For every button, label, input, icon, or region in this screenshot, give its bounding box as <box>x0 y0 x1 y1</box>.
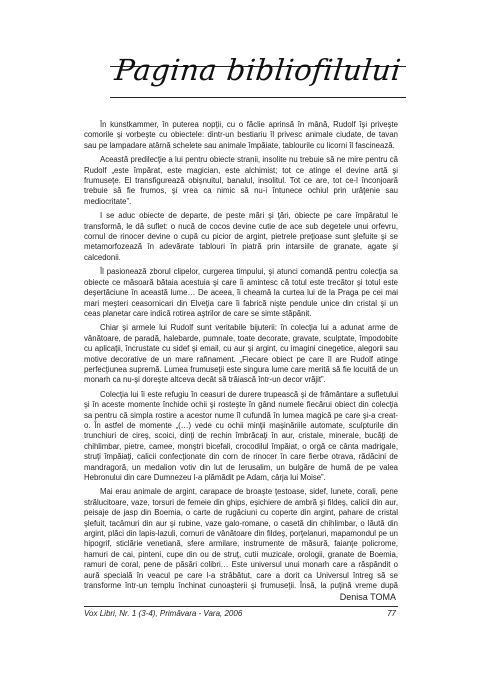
paragraph: Îl pasionează zborul clipelor, curgerea timpului, şi atunci comandă pentru colecţia sa obiecte ce măsoară bătaia acestuia şi care îi amintesc că totul este trecător şi totul este deşertăciune în această lume… De aceea, îi cheamă la curtea lui de la Praga pe cei mai mari meşteri ceasornicari din Elveţia care îi fabrică nişte pendule unice din cristal şi un ceas planetar care indică rotirea aştrilor de care se simte stăpânit. <box>84 267 398 318</box>
journal-citation: Vox Libri, Nr. 1 (3-4), Primăvara - Vara, 2006 <box>84 609 243 618</box>
page-number: 77 <box>387 609 396 618</box>
article-body <box>84 120 398 590</box>
footer-divider <box>84 606 398 607</box>
author-signature: Denisa TOMA <box>339 592 396 602</box>
paragraph: În kunstkammer, în puterea nopţii, cu o făclie aprinsă în mână, Rudolf îşi priveşte comorile şi vorbeşte cu obiectele: dintr-un bestiariu îl privesc animale ciudate, de tavan sau pe lampadare atârnă schelete sau animale împăiate, tablourile cu licorni îl fascinează. <box>84 120 398 150</box>
section-title: Pagina bibliofilului <box>113 53 403 87</box>
paragraph: Mai erau animale de argint, carapace de broaşte ţestoase, sidef, lunete, corali, pene strălucitoare, vaze, torsuri de femeie din ghips, eşichiere de ambră şi fildeş, calicii din aur, peisaje de jasp din Boemia, o carte de rugăciuni cu coperte din argint, pahare de cristal şlefuit, tacâmuri din aur şi rubine, vaze galo-romane, o casetă din chihlimbar, o lăută din argint, plăci din lapis-lazuli, cornuri de vânătoare din fildeş, porţelanuri, mapamondul pe un hipogrif, sticlărie venetiană, sfere armilare, instrumente de măsură, faianţe policrome, hamuri de cai, pinteni, cupe din ou de struţ, cutii muzicale, orologii, granate de Boemia, ramuri de coral, pene de păsări colibri… Este universul unui monarh care a răspândit o aură specială în veacul pe care l-a străbătut, care a dorit ca Universul întreg să se transforme într-un templu închinat cunoaşterii şi frumuseţii. Însă, la puţină vreme după <box>84 487 398 590</box>
paragraph: Chiar şi armele lui Rudolf sunt veritabile bijuterii: în colecţia lui a adunat arme de vânătoare, de paradă, halebarde, pumnale, toate decorate, gravate, sculptate, împodobite cu aplicaţii, încrustate cu sidef şi email, cu aur şi argint, cu imagini cinegetice, alegorii sau motive decorative de un mare rafinament. „Fiecare obiect pe care îl are Rudolf atinge perfecţiunea supremă. Lumea frumuseţii este singura lume care merită să fie locuită de un monarh ca nu-şi doreşte altceva decât să trăiască într-un decor vrăjit”. <box>84 323 398 385</box>
paragraph: Această predilecţie a lui pentru obiecte stranii, insolite nu trebuie să ne mire pentru că Rudolf „este împărat, este magician, este alchimist; tot ce atinge el devine artă şi frumuseţe. El transfigurează obişnuitul, banalul, insolitul. Tot ce are, tot ce-l înconjoară trebuie să fie frumos, şi vrea ca nimic să nu-i întunece ochiul prin urâţenie sau mediocritate”. <box>84 155 398 206</box>
paragraph: I se aduc obiecte de departe, de peste mări şi ţări, obiecte pe care împăratul le transformă, le dă suflet: o nucă de cocos devine cutie de ace sub degetele unui orfevru, cornul de rinocer devine o cupă cu picior de argint, pietrele preţioase sunt şlefuite şi se metamorfozează în adevărate tablouri în piatră prin intarsiile de granate, agate şi calcedonii. <box>84 211 398 262</box>
paragraph: Colecţia lui îi este refugiu în ceasuri de durere trupească şi de frământare a sufletului şi în aceste momente închide ochii şi rosteşte în gând numele fiecărui obiect din colecţia sa pentru că simpla rostire a acestor nume îl cufundă în lumea magică pe care şi-a creat-o. În astfel de momente „(…) vede cu ochii minţii maşinăriile automate, sculpturile din trunchiuri de cireş, scoici, dinţi de rechin îmbrăcaţi în aur, cristale, minerale, bucăţi de chihlimbar, pietre, camee, monştri bicefali, crocodilul împăiat, o orgă ce cânta madrigale, struţi împăiaţi, calicii confecţionate din corn de rinocer în care fierbe otrava, rădăcini de mandragoră, un medalion votiv din lut de Ierusalim, un bulgăre de humă de pe valea Hebronului din care Dumnezeu l-a plămădit pe Adam, cârja lui Moise”. <box>84 389 398 482</box>
section-header <box>110 50 406 102</box>
